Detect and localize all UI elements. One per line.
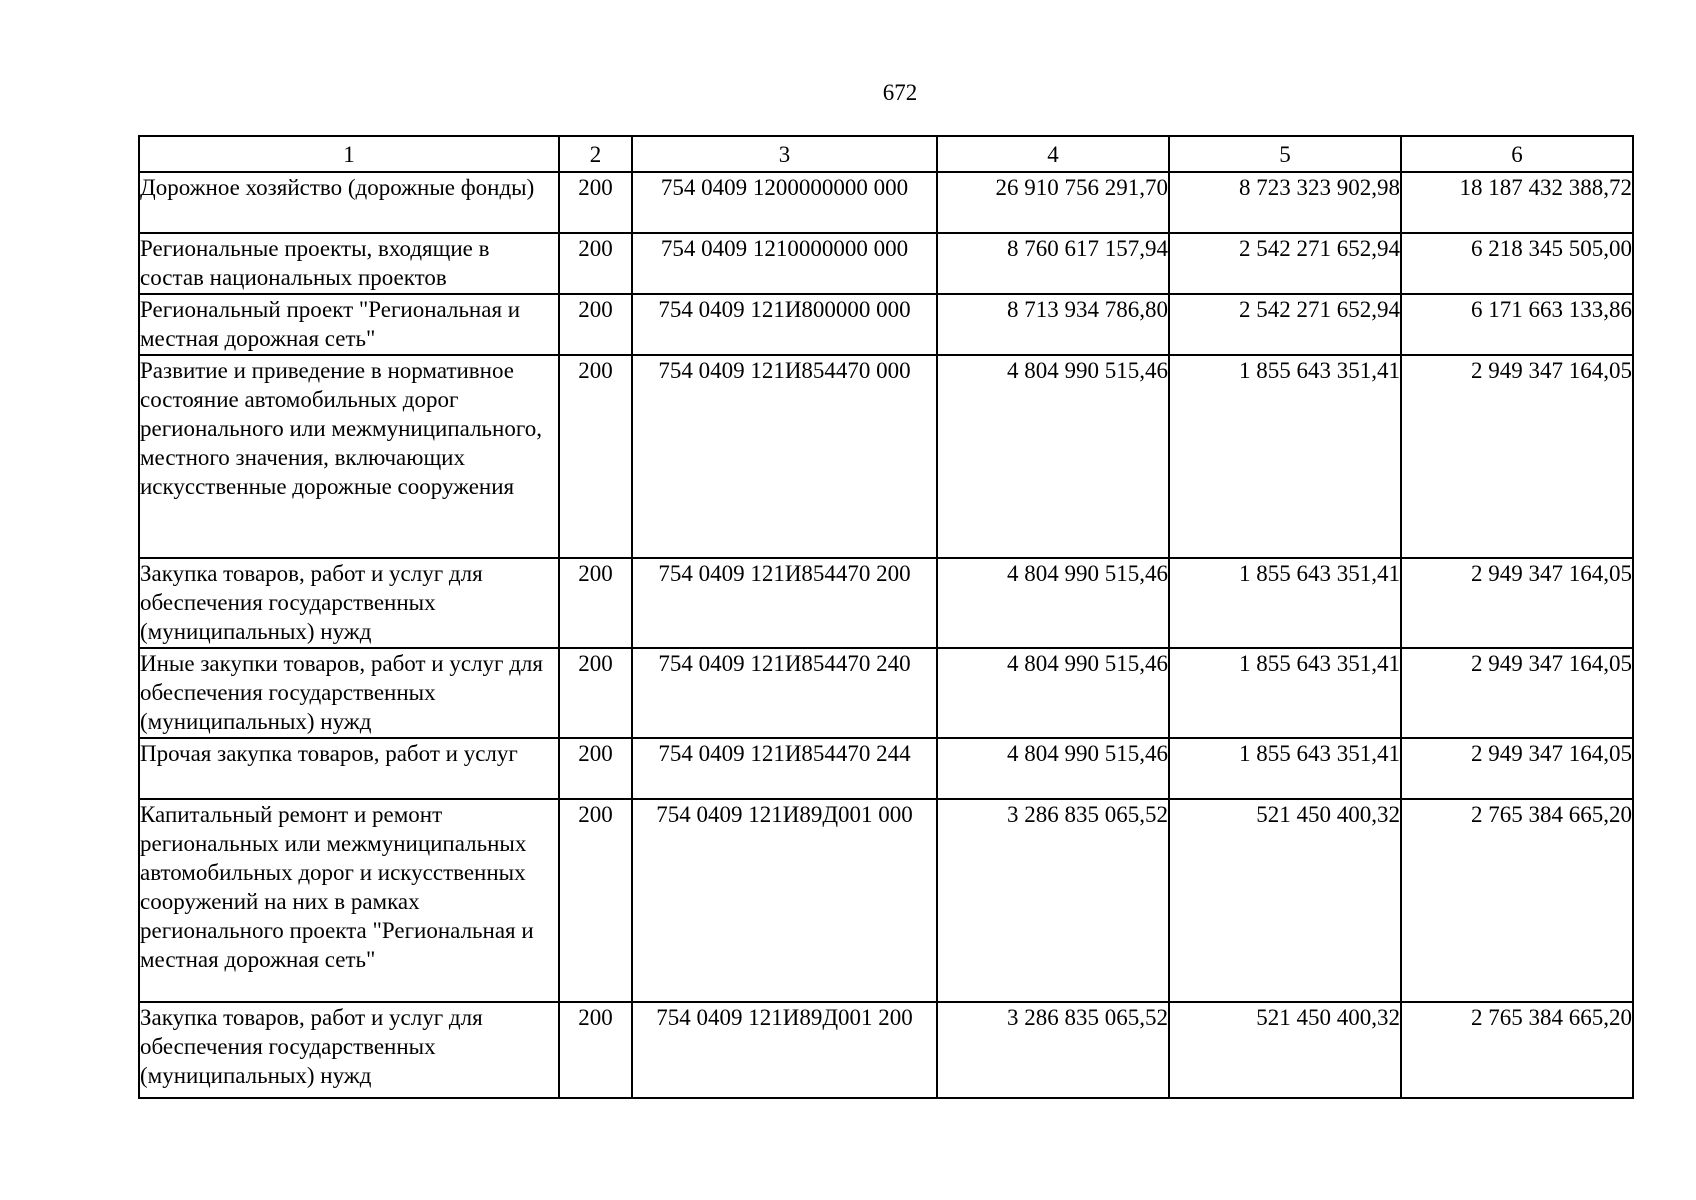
row-classification: 754 0409 1210000000 000 [632,233,937,294]
row-classification: 754 0409 121И854470 200 [632,558,937,648]
row-amount-4: 4 804 990 515,46 [937,738,1169,799]
row-name: Закупка товаров, работ и услуг для обеспечения государственных (муниципальных) нужд [139,558,559,648]
row-name: Закупка товаров, работ и услуг для обеспечения государственных (муниципальных) нужд [139,1002,559,1098]
row-code: 200 [559,558,632,648]
row-amount-6: 2 949 347 164,05 [1401,648,1633,738]
row-classification: 754 0409 121И854470 000 [632,355,937,558]
row-classification: 754 0409 121И89Д001 200 [632,1002,937,1098]
row-code: 200 [559,648,632,738]
row-name: Дорожное хозяйство (дорожные фонды) [139,172,559,233]
table-row [139,355,1633,558]
row-code: 200 [559,799,632,1002]
row-name: Развитие и приведение в нормативное состояние автомобильных дорог регионального или межмуниципального, местного значения, включающих искусственные дорожные сооружения [139,355,559,558]
budget-table [138,135,1634,1099]
header-row [139,136,1633,172]
row-amount-5: 2 542 271 652,94 [1169,233,1401,294]
row-amount-6: 2 765 384 665,20 [1401,799,1633,1002]
table-row [139,799,1633,1002]
row-amount-5: 2 542 271 652,94 [1169,294,1401,355]
row-name: Иные закупки товаров, работ и услуг для обеспечения государственных (муниципальных) нужд [139,648,559,738]
row-amount-4: 3 286 835 065,52 [937,1002,1169,1098]
row-amount-6: 18 187 432 388,72 [1401,172,1633,233]
row-classification: 754 0409 121И89Д001 000 [632,799,937,1002]
row-amount-5: 8 723 323 902,98 [1169,172,1401,233]
column-header-1: 1 [139,136,559,172]
row-amount-5: 1 855 643 351,41 [1169,355,1401,558]
row-classification: 754 0409 121И854470 240 [632,648,937,738]
row-amount-4: 8 713 934 786,80 [937,294,1169,355]
table-row [139,172,1633,233]
row-code: 200 [559,738,632,799]
column-header-2: 2 [559,136,632,172]
table-body [139,172,1633,1098]
table-row [139,294,1633,355]
row-code: 200 [559,233,632,294]
row-amount-4: 3 286 835 065,52 [937,799,1169,1002]
table-row [139,558,1633,648]
column-header-6: 6 [1401,136,1633,172]
row-amount-5: 521 450 400,32 [1169,1002,1401,1098]
row-amount-4: 8 760 617 157,94 [937,233,1169,294]
row-classification: 754 0409 121И800000 000 [632,294,937,355]
row-amount-4: 4 804 990 515,46 [937,355,1169,558]
row-amount-4: 26 910 756 291,70 [937,172,1169,233]
table-row [139,1002,1633,1098]
row-amount-6: 6 171 663 133,86 [1401,294,1633,355]
row-code: 200 [559,294,632,355]
row-name: Региональные проекты, входящие в состав национальных проектов [139,233,559,294]
row-code: 200 [559,1002,632,1098]
table-row [139,738,1633,799]
row-name: Региональный проект "Региональная и местная дорожная сеть" [139,294,559,355]
row-amount-5: 1 855 643 351,41 [1169,558,1401,648]
table-row [139,648,1633,738]
row-amount-6: 2 949 347 164,05 [1401,738,1633,799]
table-header [139,136,1633,172]
row-classification: 754 0409 1200000000 000 [632,172,937,233]
page-number: 672 [882,80,918,105]
row-amount-5: 1 855 643 351,41 [1169,648,1401,738]
row-amount-6: 2 949 347 164,05 [1401,558,1633,648]
row-amount-6: 2 949 347 164,05 [1401,355,1633,558]
row-amount-5: 521 450 400,32 [1169,799,1401,1002]
row-amount-4: 4 804 990 515,46 [937,558,1169,648]
row-amount-5: 1 855 643 351,41 [1169,738,1401,799]
row-classification: 754 0409 121И854470 244 [632,738,937,799]
table-row [139,233,1633,294]
row-name: Прочая закупка товаров, работ и услуг [139,738,559,799]
column-header-3: 3 [632,136,937,172]
row-code: 200 [559,355,632,558]
row-amount-4: 4 804 990 515,46 [937,648,1169,738]
row-amount-6: 2 765 384 665,20 [1401,1002,1633,1098]
column-header-5: 5 [1169,136,1401,172]
column-header-4: 4 [937,136,1169,172]
row-name: Капитальный ремонт и ремонт региональных или межмуниципальных автомобильных дорог и искусственных сооружений на них в рамках регионального проекта "Региональная и местная дорожная сеть" [139,799,559,1002]
row-code: 200 [559,172,632,233]
row-amount-6: 6 218 345 505,00 [1401,233,1633,294]
